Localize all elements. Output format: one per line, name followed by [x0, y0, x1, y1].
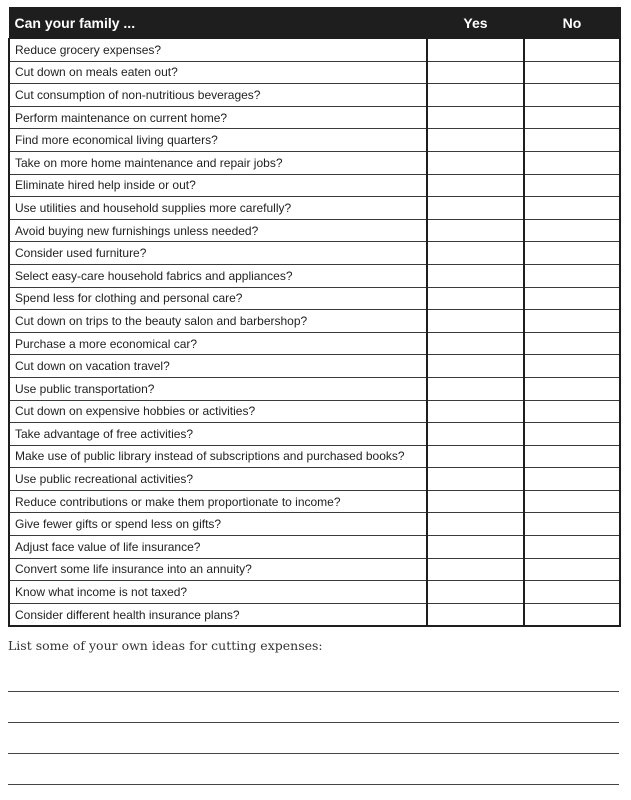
table-row [9, 377, 620, 400]
yes-answer-box[interactable] [427, 558, 524, 581]
question-cell: Eliminate hired help inside or out? [9, 174, 427, 197]
question-cell: Cut down on meals eaten out? [9, 61, 427, 84]
no-answer-box[interactable] [524, 603, 620, 626]
yes-answer-box[interactable] [427, 39, 524, 62]
yes-answer-box[interactable] [427, 310, 524, 333]
table-row [9, 603, 620, 626]
no-answer-box[interactable] [524, 423, 620, 446]
no-answer-box[interactable] [524, 219, 620, 242]
question-cell: Give fewer gifts or spend less on gifts? [9, 513, 427, 536]
no-answer-box[interactable] [524, 558, 620, 581]
table-row [9, 355, 620, 378]
yes-answer-box[interactable] [427, 84, 524, 107]
question-cell: Reduce contributions or make them proportionate to income? [9, 490, 427, 513]
table-row [9, 242, 620, 265]
table-row [9, 490, 620, 513]
no-answer-box[interactable] [524, 377, 620, 400]
question-cell: Make use of public library instead of subscriptions and purchased books? [9, 445, 427, 468]
table-row [9, 174, 620, 197]
no-answer-box[interactable] [524, 174, 620, 197]
table-row [9, 39, 620, 62]
yes-answer-box[interactable] [427, 513, 524, 536]
no-answer-box[interactable] [524, 400, 620, 423]
writing-line[interactable] [8, 784, 619, 785]
yes-answer-box[interactable] [427, 219, 524, 242]
table-row [9, 61, 620, 84]
table-row [9, 84, 620, 107]
writing-line[interactable] [8, 722, 619, 723]
no-answer-box[interactable] [524, 468, 620, 491]
no-answer-box[interactable] [524, 536, 620, 559]
table-row [9, 287, 620, 310]
table-row [9, 423, 620, 446]
yes-answer-box[interactable] [427, 61, 524, 84]
question-cell: Perform maintenance on current home? [9, 106, 427, 129]
question-cell: Cut consumption of non-nutritious beverages? [9, 84, 427, 107]
no-answer-box[interactable] [524, 151, 620, 174]
table-row [9, 558, 620, 581]
table-row [9, 400, 620, 423]
writing-line[interactable] [8, 691, 619, 692]
no-column-header: No [524, 8, 620, 39]
table-row [9, 310, 620, 333]
table-row [9, 197, 620, 220]
yes-answer-box[interactable] [427, 603, 524, 626]
no-answer-box[interactable] [524, 355, 620, 378]
question-cell: Consider used furniture? [9, 242, 427, 265]
no-answer-box[interactable] [524, 581, 620, 604]
yes-answer-box[interactable] [427, 536, 524, 559]
table-header-row [9, 8, 620, 39]
question-cell: Know what income is not taxed? [9, 581, 427, 604]
question-cell: Avoid buying new furnishings unless needed? [9, 219, 427, 242]
question-cell: Convert some life insurance into an annuity? [9, 558, 427, 581]
question-cell: Use public recreational activities? [9, 468, 427, 491]
yes-answer-box[interactable] [427, 445, 524, 468]
question-cell: Use public transportation? [9, 377, 427, 400]
table-row [9, 332, 620, 355]
question-cell: Cut down on expensive hobbies or activities? [9, 400, 427, 423]
yes-column-header: Yes [427, 8, 524, 39]
yes-answer-box[interactable] [427, 490, 524, 513]
no-answer-box[interactable] [524, 513, 620, 536]
own-ideas-prompt: List some of your own ideas for cutting expenses: [8, 638, 323, 653]
table-row [9, 151, 620, 174]
no-answer-box[interactable] [524, 490, 620, 513]
table-row [9, 581, 620, 604]
yes-answer-box[interactable] [427, 423, 524, 446]
expense-checklist-table [8, 7, 621, 627]
no-answer-box[interactable] [524, 242, 620, 265]
no-answer-box[interactable] [524, 106, 620, 129]
question-cell: Reduce grocery expenses? [9, 39, 427, 62]
no-answer-box[interactable] [524, 445, 620, 468]
yes-answer-box[interactable] [427, 264, 524, 287]
question-cell: Consider different health insurance plans? [9, 603, 427, 626]
yes-answer-box[interactable] [427, 355, 524, 378]
yes-answer-box[interactable] [427, 468, 524, 491]
table-row [9, 513, 620, 536]
question-cell: Take advantage of free activities? [9, 423, 427, 446]
question-cell: Adjust face value of life insurance? [9, 536, 427, 559]
no-answer-box[interactable] [524, 84, 620, 107]
yes-answer-box[interactable] [427, 129, 524, 152]
no-answer-box[interactable] [524, 287, 620, 310]
question-cell: Find more economical living quarters? [9, 129, 427, 152]
yes-answer-box[interactable] [427, 332, 524, 355]
question-cell: Use utilities and household supplies more carefully? [9, 197, 427, 220]
question-cell: Cut down on vacation travel? [9, 355, 427, 378]
no-answer-box[interactable] [524, 61, 620, 84]
no-answer-box[interactable] [524, 39, 620, 62]
table-row [9, 219, 620, 242]
question-cell: Select easy-care household fabrics and appliances? [9, 264, 427, 287]
question-cell: Cut down on trips to the beauty salon and barbershop? [9, 310, 427, 333]
no-answer-box[interactable] [524, 332, 620, 355]
no-answer-box[interactable] [524, 264, 620, 287]
yes-answer-box[interactable] [427, 151, 524, 174]
table-row [9, 468, 620, 491]
yes-answer-box[interactable] [427, 581, 524, 604]
yes-answer-box[interactable] [427, 377, 524, 400]
table-row [9, 106, 620, 129]
question-cell: Spend less for clothing and personal care? [9, 287, 427, 310]
table-row [9, 129, 620, 152]
question-cell: Take on more home maintenance and repair jobs? [9, 151, 427, 174]
yes-answer-box[interactable] [427, 400, 524, 423]
table-row [9, 445, 620, 468]
no-answer-box[interactable] [524, 310, 620, 333]
table-row [9, 264, 620, 287]
no-answer-box[interactable] [524, 129, 620, 152]
question-column-header: Can your family ... [9, 8, 427, 39]
yes-answer-box[interactable] [427, 197, 524, 220]
no-answer-box[interactable] [524, 197, 620, 220]
yes-answer-box[interactable] [427, 242, 524, 265]
yes-answer-box[interactable] [427, 287, 524, 310]
yes-answer-box[interactable] [427, 174, 524, 197]
question-cell: Purchase a more economical car? [9, 332, 427, 355]
table-row [9, 536, 620, 559]
writing-line[interactable] [8, 753, 619, 754]
yes-answer-box[interactable] [427, 106, 524, 129]
